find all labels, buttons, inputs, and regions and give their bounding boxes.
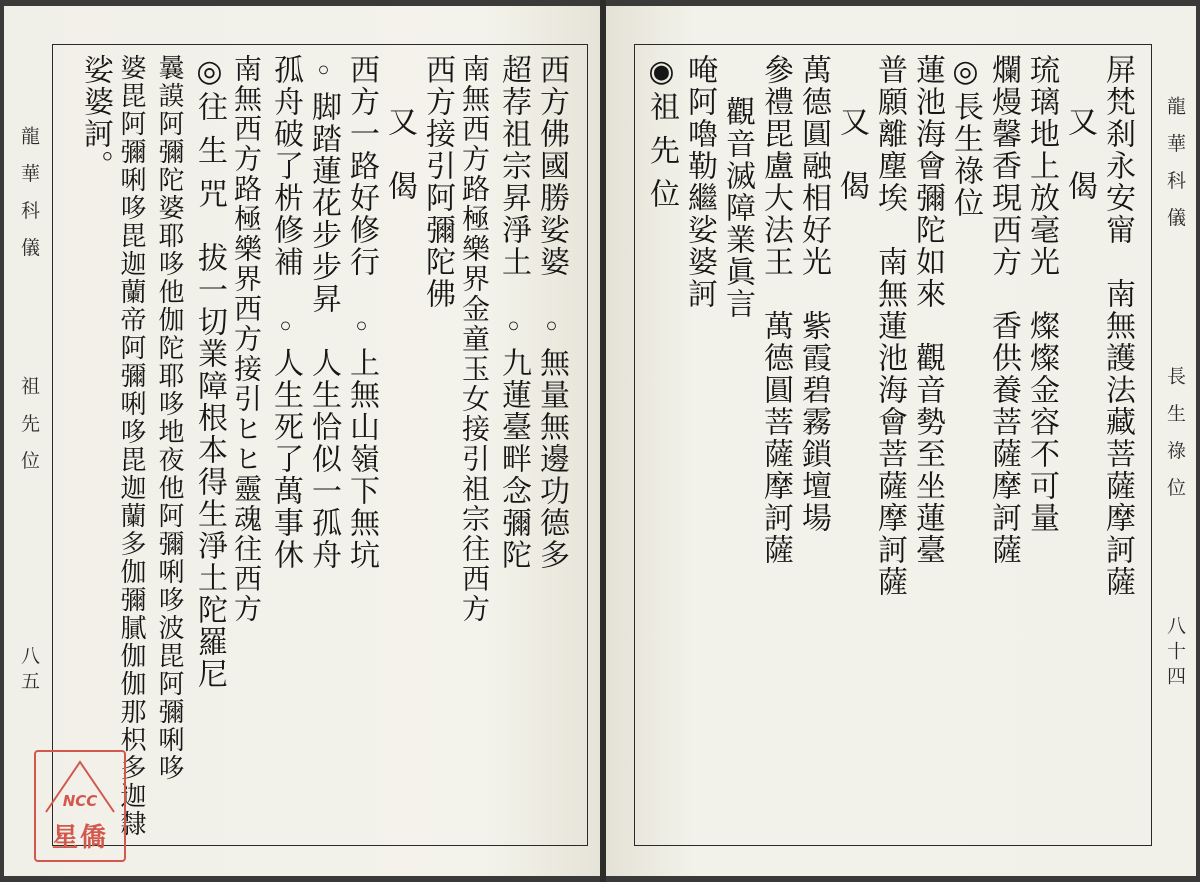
text-column: 曩謨阿彌陀婆耶哆他伽陀耶哆地夜他阿彌唎哆波毘阿彌唎哆 — [154, 54, 184, 782]
text-column: 又 偈 — [382, 106, 417, 202]
text-column: 南無西方路極樂界西方接引ヒヒ靈魂往西方 — [230, 54, 263, 624]
margin-section: 祖 先 位 — [18, 376, 40, 476]
text-column: ◎往 生 咒 拔一切業障根本得生淨土陀羅尼 — [192, 54, 227, 691]
page-number: 八五 — [18, 646, 40, 696]
text-column: ◉祖 先 位 — [644, 54, 679, 211]
text-column: 西方佛國勝娑婆 ◦無量無邊功德多 — [534, 54, 569, 571]
text-column: 孤舟破了㭊修補 ◦人生死了萬事休 — [268, 54, 303, 571]
text-column: 超荐祖宗昇淨土 ◦九蓮臺畔念彌陀 — [496, 54, 531, 571]
seal-chars: 星僑 — [51, 823, 108, 853]
margin-title: 龍 華 科 儀 — [18, 126, 40, 263]
text-column: 又 偈 — [1062, 106, 1097, 202]
margin-title: 龍 華 科 儀 — [1164, 96, 1186, 233]
right-page — [606, 6, 1196, 876]
text-column: 琉璃地上放毫光 燦燦金容不可量 — [1024, 54, 1059, 534]
text-column: 娑婆訶。 — [78, 54, 113, 182]
text-column: 屏梵刹永安甯 南無護法藏菩薩摩訶薩 — [1100, 54, 1135, 598]
text-column: 普願離塵埃 南無蓮池海會菩薩摩訶薩 — [872, 54, 907, 598]
text-column: 西方接引阿彌陀佛 — [420, 54, 455, 310]
text-column: 蓮池海會彌陀如來 觀音勢至坐蓮臺 — [910, 54, 945, 566]
text-column: 婆毘阿彌唎哆毘迦蘭帝阿彌唎哆毘迦蘭多伽彌膩伽伽那枳多迦隸 — [116, 54, 146, 838]
text-column: ◎長生祿位 — [948, 54, 983, 219]
text-column: 西方一路好修行 ◦上無山嶺下無坑 — [344, 54, 379, 571]
text-column: ◦脚踏蓮花步步昇 人生恰似一孤舟 — [306, 54, 341, 571]
seal-name: NCC — [62, 792, 98, 810]
margin-section: 長 生 祿 位 — [1164, 366, 1186, 503]
text-column: 南無西方路極樂界金童玉女接引祖宗往西方 — [458, 54, 491, 624]
collector-seal — [34, 750, 126, 862]
text-column: 唵阿嚕勒繼娑婆訶 — [682, 54, 717, 310]
page-number: 八十四 — [1164, 616, 1186, 691]
left-page — [4, 6, 600, 876]
text-column: 參禮毘盧大法王 萬德圓菩薩摩訶薩 — [758, 54, 793, 566]
text-column: 萬德圓融相好光 紫霞碧霧鎖壇場 — [796, 54, 831, 534]
text-column: 爛熳馨香現西方 香供養菩薩摩訶薩 — [986, 54, 1021, 566]
text-column: 觀音滅障業眞言 — [720, 96, 755, 320]
text-column: 又 偈 — [834, 106, 869, 202]
